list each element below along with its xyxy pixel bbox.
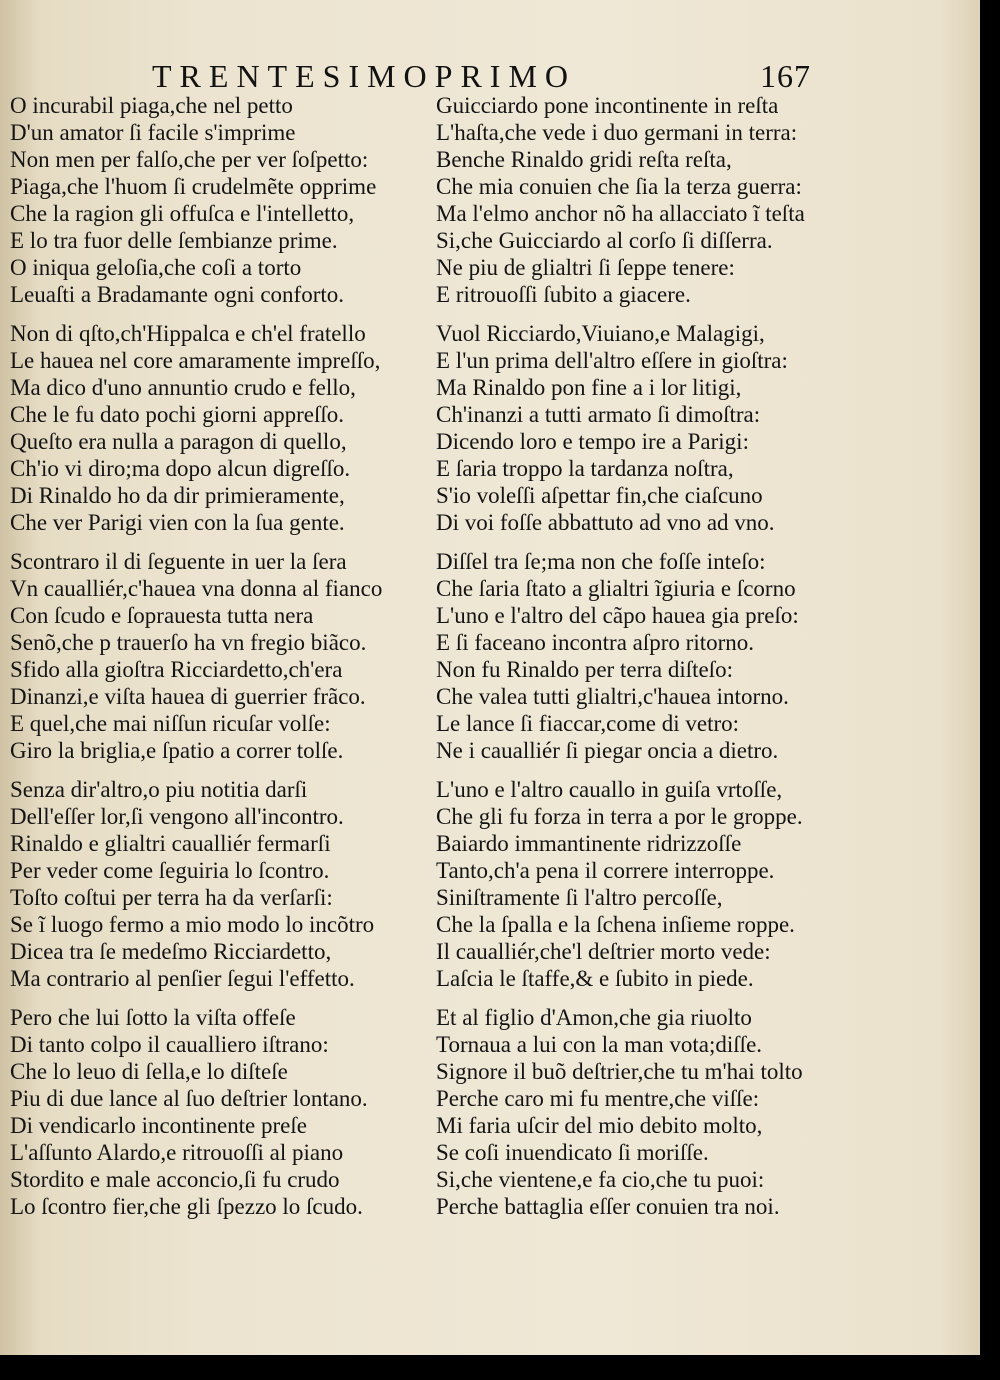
right-column <box>436 92 976 1232</box>
stanza <box>436 92 976 320</box>
verse-line: Pero che lui ſotto la viſta offeſe <box>10 1005 296 1030</box>
verse-line: E lo tra fuor delle ſembianze prime. <box>10 228 338 253</box>
verse-line: Dinanzi,e viſta hauea di guerrier frãco. <box>10 684 366 709</box>
verse-line: Che la ragion gli offuſca e l'intelletto, <box>10 201 355 226</box>
verse-line: Benche Rinaldo gridi reſta reſta, <box>436 147 732 172</box>
stanza <box>10 776 425 1004</box>
verse-line: Di tanto colpo il caualliero iſtrano: <box>10 1032 329 1057</box>
verse-line: Ma l'elmo anchor nõ ha allacciato ĩ teſta <box>436 201 805 226</box>
verse-line: Che gli fu forza in terra a por le groppe. <box>436 804 803 829</box>
verse-line: Per veder come ſeguiria lo ſcontro. <box>10 858 330 883</box>
verse-line: Ch'io vi diro;ma dopo alcun digreſſo. <box>10 456 351 481</box>
verse-line: Giro la briglia,e ſpatio a correr tolſe. <box>10 738 344 763</box>
stanza <box>10 92 425 320</box>
verse-line: Che ver Parigi vien con la ſua gente. <box>10 510 345 535</box>
verse-line: Di voi foſſe abbattuto ad vno ad vno. <box>436 510 775 535</box>
verse-line: Signore il buõ deſtrier,che tu m'hai tolto <box>436 1059 803 1084</box>
verse-line: Che valea tutti glialtri,c'hauea intorno. <box>436 684 789 709</box>
verse-line: Il caualliér,che'l deſtrier morto vede: <box>436 939 771 964</box>
verse-line: Et al figlio d'Amon,che gia riuolto <box>436 1005 752 1030</box>
verse-line: O iniqua geloſia,che coſi a torto <box>10 255 302 280</box>
verse-line: Che ſaria ſtato a glialtri ĩgiuria e ſcorno <box>436 576 796 601</box>
stanza <box>10 548 425 776</box>
verse-line: Si,che vientene,e fa cio,che tu puoi: <box>436 1167 765 1192</box>
verse-line: L'haſta,che vede i duo germani in terra: <box>436 120 798 145</box>
verse-line: O incurabil piaga,che nel petto <box>10 93 293 118</box>
verse-line: Che mia conuien che ſia la terza guerra: <box>436 174 802 199</box>
verse-line: L'uno e l'altro del cãpo hauea gia preſo: <box>436 603 799 628</box>
verse-line: Piu di due lance al ſuo deſtrier lontano. <box>10 1086 368 1111</box>
verse-line: Non di qſto,ch'Hippalca e ch'el fratello <box>10 321 366 346</box>
verse-line: Siniſtramente ſi l'altro percoſſe, <box>436 885 723 910</box>
verse-line: Vn caualliér,c'hauea vna donna al fianco <box>10 576 383 601</box>
verse-line: Che lo leuo di ſella,e lo diſteſe <box>10 1059 288 1084</box>
stanza <box>10 320 425 548</box>
verse-line: Che la ſpalla e la ſchena inſieme roppe. <box>436 912 795 937</box>
verse-line: Si,che Guicciardo al corſo ſi diſſerra. <box>436 228 773 253</box>
verse-line: S'io voleſſi aſpettar fin,che ciaſcuno <box>436 483 763 508</box>
verse-line: Sfido alla gioſtra Ricciardetto,ch'era <box>10 657 343 682</box>
verse-line: Le lance ſi fiaccar,come di vetro: <box>436 711 740 736</box>
verse-line: E quel,che mai niſſun ricuſar volſe: <box>10 711 331 736</box>
verse-line: Perche caro mi fu mentre,che viſſe: <box>436 1086 760 1111</box>
verse-line: Di vendicarlo incontinente preſe <box>10 1113 307 1138</box>
verse-line: Di Rinaldo ho da dir primieramente, <box>10 483 345 508</box>
verse-line: L'uno e l'altro cauallo in guiſa vrtoſſe, <box>436 777 783 802</box>
verse-line: Se coſi inuendicato ſi moriſſe. <box>436 1140 709 1165</box>
verse-line: Queſto era nulla a paragon di quello, <box>10 429 347 454</box>
verse-line: E ritrouoſſi ſubito a giacere. <box>436 282 691 307</box>
verse-line: Se ĩ luogo fermo a mio modo lo incõtro <box>10 912 375 937</box>
stanza <box>436 1004 976 1232</box>
page-number: 167 <box>760 58 811 94</box>
verse-line: Senza dir'altro,o piu notitia darſi <box>10 777 308 802</box>
verse-line: Diſſel tra ſe;ma non che foſſe inteſo: <box>436 549 766 574</box>
verse-line: Toſto coſtui per terra ha da verſarſi: <box>10 885 333 910</box>
verse-line: Ma dico d'uno annuntio crudo e fello, <box>10 375 356 400</box>
stanza <box>436 776 976 1004</box>
verse-line: Ne piu de glialtri ſi ſeppe tenere: <box>436 255 735 280</box>
verse-line: Guicciardo pone incontinente in reſta <box>436 93 779 118</box>
verse-line: Piaga,che l'huom ſi crudelmẽte opprime <box>10 174 377 199</box>
stanza <box>436 548 976 776</box>
verse-line: Stordito e male acconcio,ſi fu crudo <box>10 1167 340 1192</box>
running-head: TRENTESIMOPRIMO <box>152 58 577 94</box>
verse-line: Le hauea nel core amaramente impreſſo, <box>10 348 381 373</box>
verse-line: Senõ,che p trauerſo ha vn fregio biãco. <box>10 630 367 655</box>
verse-line: Ma contrario al penſier ſegui l'effetto. <box>10 966 355 991</box>
verse-line: Baiardo immantinente ridrizzoſſe <box>436 831 742 856</box>
verse-line: Vuol Ricciardo,Viuiano,e Malagigi, <box>436 321 765 346</box>
verse-line: Non fu Rinaldo per terra diſteſo: <box>436 657 734 682</box>
left-column <box>10 92 425 1232</box>
verse-line: Non men per falſo,che per ver ſoſpetto: <box>10 147 369 172</box>
verse-line: E ſaria troppo la tardanza noſtra, <box>436 456 734 481</box>
verse-line: Ma Rinaldo pon fine a i lor litigi, <box>436 375 742 400</box>
verse-line: Dicendo loro e tempo ire a Parigi: <box>436 429 749 454</box>
verse-line: Perche battaglia eſſer conuien tra noi. <box>436 1194 780 1219</box>
verse-line: Con ſcudo e ſoprauesta tutta nera <box>10 603 314 628</box>
verse-line: Dicea tra ſe medeſmo Ricciardetto, <box>10 939 332 964</box>
verse-line: Tanto,ch'a pena il correre interroppe. <box>436 858 775 883</box>
verse-line: L'aſſunto Alardo,e ritrouoſſi al piano <box>10 1140 344 1165</box>
verse-line: E ſi faceano incontra aſpro ritorno. <box>436 630 755 655</box>
verse-line: Che le fu dato pochi giorni appreſſo. <box>10 402 345 427</box>
verse-line: Dell'eſſer lor,ſi vengono all'incontro. <box>10 804 344 829</box>
verse-line: Tornaua a lui con la man vota;diſſe. <box>436 1032 763 1057</box>
verse-line: E l'un prima dell'altro eſſere in gioſtra: <box>436 348 788 373</box>
verse-line: Ch'inanzi a tutti armato ſi dimoſtra: <box>436 402 761 427</box>
verse-line: Leuaſti a Bradamante ogni conforto. <box>10 282 345 307</box>
verse-line: D'un amator ſi facile s'imprime <box>10 120 296 145</box>
verse-line: Mi faria uſcir del mio debito molto, <box>436 1113 763 1138</box>
verse-line: Laſcia le ſtaffe,& e ſubito in piede. <box>436 966 754 991</box>
verse-line: Lo ſcontro fier,che gli ſpezzo lo ſcudo. <box>10 1194 363 1219</box>
stanza <box>10 1004 425 1232</box>
verse-line: Scontraro il di ſeguente in uer la ſera <box>10 549 347 574</box>
stanza <box>436 320 976 548</box>
verse-line: Ne i caualliér ſi piegar oncia a dietro. <box>436 738 779 763</box>
verse-line: Rinaldo e glialtri caualliér fermarſi <box>10 831 331 856</box>
